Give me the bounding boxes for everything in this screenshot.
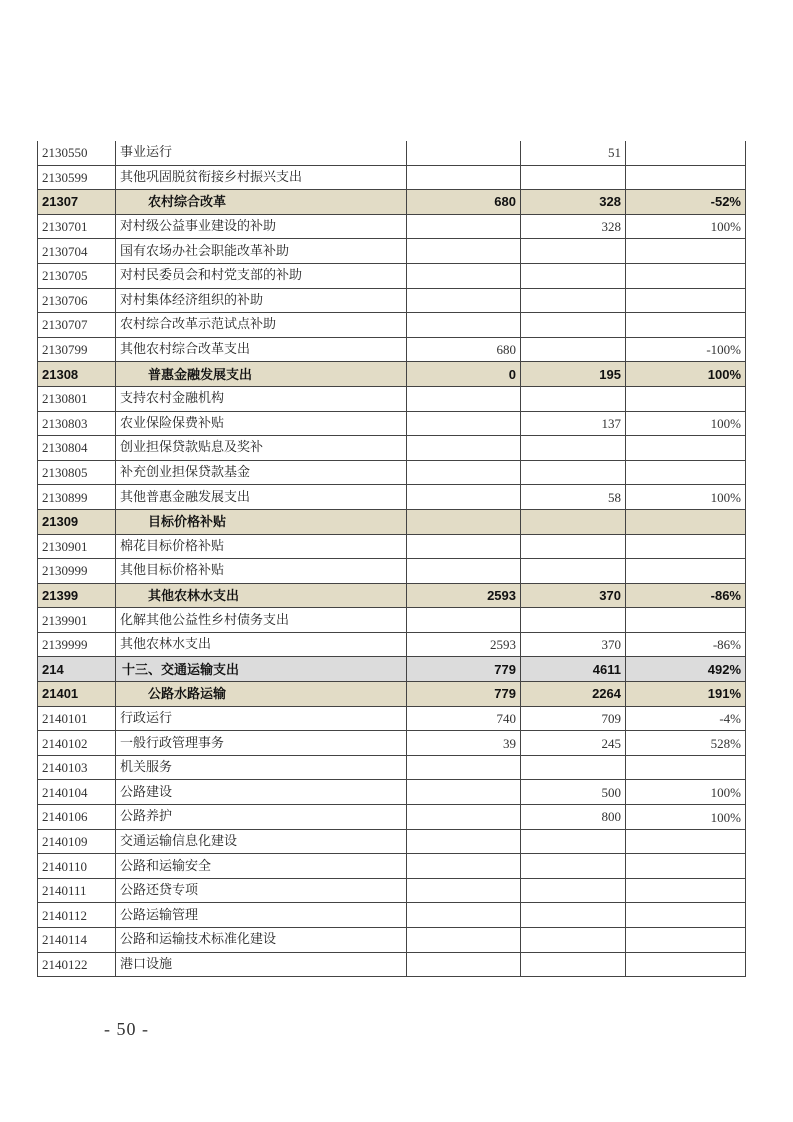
prior-year-amount [407,878,521,903]
subject-name: 事业运行 [116,141,407,165]
prior-year-amount: 0 [407,362,521,387]
prior-year-amount: 2593 [407,583,521,608]
page-number: - 50 - [104,1019,149,1039]
subject-name: 其他普惠金融发展支出 [116,485,407,510]
change-percent: -86% [626,632,746,657]
current-year-amount [521,263,626,288]
subject-code: 2130550 [38,141,116,165]
change-percent: 100% [626,411,746,436]
subject-name: 化解其他公益性乡村债务支出 [116,608,407,633]
current-year-amount: 500 [521,780,626,805]
table-row [38,854,746,879]
table-row [38,411,746,436]
subject-code: 2140106 [38,805,116,830]
table-row [38,436,746,461]
current-year-amount: 328 [521,190,626,215]
current-year-amount: 370 [521,583,626,608]
current-year-amount: 245 [521,731,626,756]
subject-code: 2140111 [38,878,116,903]
change-percent [626,755,746,780]
subject-name: 公路建设 [116,780,407,805]
change-percent: 100% [626,805,746,830]
budget-table [37,141,746,977]
change-percent [626,928,746,953]
prior-year-amount: 39 [407,731,521,756]
prior-year-amount [407,805,521,830]
change-percent [626,829,746,854]
subject-name: 农业保险保费补贴 [116,411,407,436]
table-row [38,632,746,657]
change-percent: -86% [626,583,746,608]
table-row [38,903,746,928]
subject-code: 2130599 [38,165,116,190]
subtotal-row [38,362,746,387]
subject-name: 十三、交通运输支出 [116,657,407,682]
subject-code: 2130701 [38,214,116,239]
subtotal-row [38,583,746,608]
current-year-amount: 195 [521,362,626,387]
change-percent [626,878,746,903]
change-percent [626,436,746,461]
subject-name: 支持农村金融机构 [116,386,407,411]
current-year-amount [521,239,626,264]
table-row [38,805,746,830]
subject-name: 其他目标价格补贴 [116,559,407,584]
prior-year-amount [407,755,521,780]
subject-name: 行政运行 [116,706,407,731]
subject-code: 2130804 [38,436,116,461]
change-percent [626,288,746,313]
current-year-amount: 328 [521,214,626,239]
subject-code: 2130705 [38,263,116,288]
prior-year-amount [407,534,521,559]
prior-year-amount: 680 [407,190,521,215]
prior-year-amount [407,928,521,953]
current-year-amount [521,460,626,485]
change-percent [626,854,746,879]
current-year-amount [521,436,626,461]
subject-code: 2130805 [38,460,116,485]
change-percent [626,313,746,338]
subject-code: 2140122 [38,952,116,977]
change-percent [626,263,746,288]
prior-year-amount [407,313,521,338]
subject-name: 公路和运输安全 [116,854,407,879]
table-row [38,928,746,953]
change-percent [626,608,746,633]
change-percent: 100% [626,780,746,805]
change-percent [626,559,746,584]
subject-code: 21399 [38,583,116,608]
table-row [38,263,746,288]
current-year-amount [521,952,626,977]
current-year-amount [521,509,626,534]
subject-code: 2130803 [38,411,116,436]
subject-code: 2139901 [38,608,116,633]
prior-year-amount: 2593 [407,632,521,657]
subtotal-row [38,509,746,534]
table-row [38,878,746,903]
subject-name: 其他农林水支出 [116,632,407,657]
current-year-amount: 4611 [521,657,626,682]
subject-code: 21309 [38,509,116,534]
change-percent [626,903,746,928]
prior-year-amount [407,608,521,633]
current-year-amount: 800 [521,805,626,830]
current-year-amount: 137 [521,411,626,436]
subject-name: 公路养护 [116,805,407,830]
subject-name: 补充创业担保贷款基金 [116,460,407,485]
current-year-amount [521,559,626,584]
current-year-amount: 2264 [521,682,626,707]
subject-code: 2130801 [38,386,116,411]
current-year-amount: 370 [521,632,626,657]
table-row [38,559,746,584]
subject-code: 2140109 [38,829,116,854]
prior-year-amount [407,460,521,485]
table-row [38,239,746,264]
subject-code: 214 [38,657,116,682]
current-year-amount [521,608,626,633]
table-row [38,952,746,977]
subject-name: 其他农林水支出 [116,583,407,608]
change-percent: 492% [626,657,746,682]
subject-name: 普惠金融发展支出 [116,362,407,387]
prior-year-amount [407,165,521,190]
table-row [38,337,746,362]
current-year-amount [521,755,626,780]
table-row [38,313,746,338]
change-percent: 100% [626,485,746,510]
change-percent: 100% [626,362,746,387]
current-year-amount [521,878,626,903]
current-year-amount: 709 [521,706,626,731]
subject-name: 农村综合改革 [116,190,407,215]
change-percent [626,952,746,977]
table-row [38,460,746,485]
change-percent [626,534,746,559]
subject-code: 2130704 [38,239,116,264]
current-year-amount [521,288,626,313]
change-percent [626,239,746,264]
prior-year-amount [407,485,521,510]
subject-name: 公路和运输技术标准化建设 [116,928,407,953]
subject-name: 交通运输信息化建设 [116,829,407,854]
subtotal-row [38,682,746,707]
change-percent: -4% [626,706,746,731]
subtotal-row [38,190,746,215]
prior-year-amount [407,386,521,411]
subject-code: 2140110 [38,854,116,879]
subject-name: 其他农村综合改革支出 [116,337,407,362]
subject-name: 机关服务 [116,755,407,780]
change-percent [626,509,746,534]
change-percent: -52% [626,190,746,215]
prior-year-amount [407,903,521,928]
prior-year-amount [407,263,521,288]
change-percent: 528% [626,731,746,756]
subject-name: 一般行政管理事务 [116,731,407,756]
subject-code: 2140112 [38,903,116,928]
subject-name: 对村集体经济组织的补助 [116,288,407,313]
current-year-amount [521,854,626,879]
subject-code: 2130707 [38,313,116,338]
subject-code: 2140101 [38,706,116,731]
subject-code: 2140102 [38,731,116,756]
current-year-amount [521,903,626,928]
table-row [38,165,746,190]
subject-name: 棉花目标价格补贴 [116,534,407,559]
table-row [38,731,746,756]
subject-name: 公路运输管理 [116,903,407,928]
prior-year-amount: 680 [407,337,521,362]
subject-name: 创业担保贷款贴息及奖补 [116,436,407,461]
change-percent: 191% [626,682,746,707]
subject-name: 目标价格补贴 [116,509,407,534]
budget-table-body [38,141,746,977]
subject-name: 其他巩固脱贫衔接乡村振兴支出 [116,165,407,190]
subject-code: 21308 [38,362,116,387]
category-row [38,657,746,682]
prior-year-amount [407,559,521,584]
table-row [38,780,746,805]
table-row [38,829,746,854]
change-percent [626,165,746,190]
subject-code: 2140104 [38,780,116,805]
current-year-amount: 58 [521,485,626,510]
table-row [38,706,746,731]
prior-year-amount [407,829,521,854]
subject-code: 2130901 [38,534,116,559]
subject-code: 2130999 [38,559,116,584]
current-year-amount [521,928,626,953]
subject-code: 2139999 [38,632,116,657]
prior-year-amount: 740 [407,706,521,731]
current-year-amount [521,165,626,190]
subject-name: 港口设施 [116,952,407,977]
current-year-amount [521,313,626,338]
table-row [38,534,746,559]
prior-year-amount [407,239,521,264]
table-row [38,608,746,633]
prior-year-amount [407,780,521,805]
change-percent: 100% [626,214,746,239]
subject-name: 农村综合改革示范试点补助 [116,313,407,338]
table-row [38,386,746,411]
subject-name: 国有农场办社会职能改革补助 [116,239,407,264]
subject-name: 公路还贷专项 [116,878,407,903]
table-row [38,141,746,165]
prior-year-amount [407,141,521,165]
prior-year-amount [407,854,521,879]
prior-year-amount: 779 [407,657,521,682]
subject-name: 公路水路运输 [116,682,407,707]
prior-year-amount [407,436,521,461]
current-year-amount: 51 [521,141,626,165]
subject-code: 2130706 [38,288,116,313]
change-percent [626,460,746,485]
current-year-amount [521,386,626,411]
subject-name: 对村民委员会和村党支部的补助 [116,263,407,288]
prior-year-amount [407,288,521,313]
current-year-amount [521,337,626,362]
prior-year-amount: 779 [407,682,521,707]
change-percent [626,141,746,165]
prior-year-amount [407,411,521,436]
table-row [38,485,746,510]
subject-code: 21401 [38,682,116,707]
table-row [38,755,746,780]
change-percent: -100% [626,337,746,362]
subject-name: 对村级公益事业建设的补助 [116,214,407,239]
change-percent [626,386,746,411]
subject-code: 2140114 [38,928,116,953]
subject-code: 21307 [38,190,116,215]
subject-code: 2130899 [38,485,116,510]
subject-code: 2140103 [38,755,116,780]
current-year-amount [521,829,626,854]
prior-year-amount [407,509,521,534]
prior-year-amount [407,214,521,239]
current-year-amount [521,534,626,559]
table-row [38,214,746,239]
subject-code: 2130799 [38,337,116,362]
prior-year-amount [407,952,521,977]
table-row [38,288,746,313]
